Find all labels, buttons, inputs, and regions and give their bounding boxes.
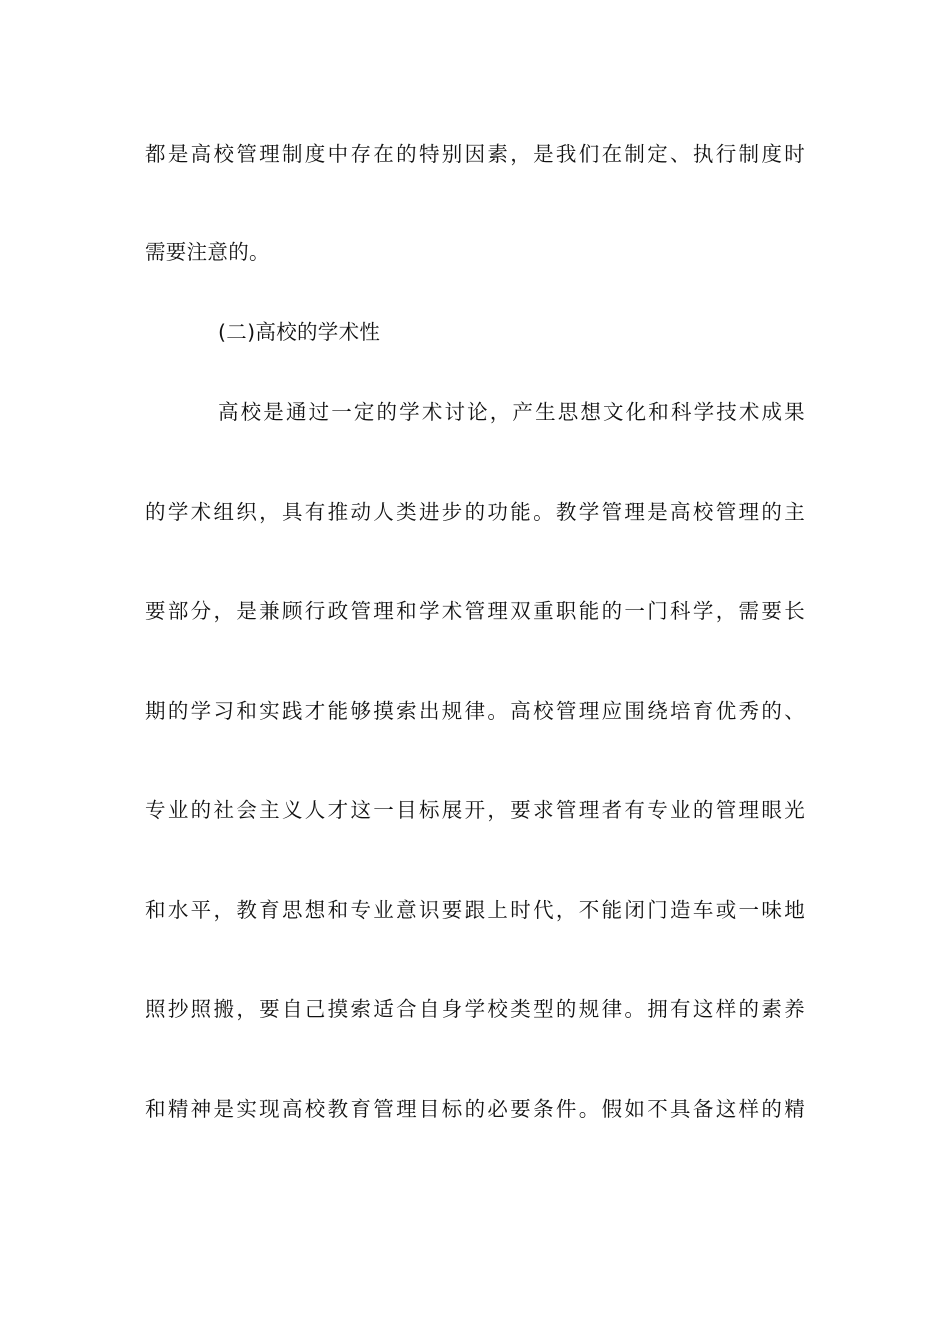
paragraph-line-2: 需要注意的。 (145, 240, 270, 264)
paragraph-line-9: 照抄照搬，要自己摸索适合自身学校类型的规律。拥有这样的素养 (145, 997, 805, 1021)
paragraph-line-4: 的学术组织，具有推动人类进步的功能。教学管理是高校管理的主 (145, 500, 805, 524)
paragraph-line-5: 要部分，是兼顾行政管理和学术管理双重职能的一门科学，需要长 (145, 599, 805, 623)
paragraph-line-3: 高校是通过一定的学术讨论，产生思想文化和科学技术成果 (218, 400, 805, 424)
paragraph-line-8: 和水平，教育思想和专业意识要跟上时代，不能闭门造车或一味地 (145, 898, 805, 922)
paragraph-line-7: 专业的社会主义人才这一目标展开，要求管理者有专业的管理眼光 (145, 798, 805, 822)
paragraph-line-6: 期的学习和实践才能够摸索出规律。高校管理应围绕培育优秀的、 (145, 699, 805, 723)
paragraph-line-1: 都是高校管理制度中存在的特别因素，是我们在制定、执行制度时 (145, 142, 805, 166)
paragraph-line-10: 和精神是实现高校教育管理目标的必要条件。假如不具备这样的精 (145, 1097, 805, 1121)
section-heading: (二)高校的学术性 (218, 320, 381, 344)
